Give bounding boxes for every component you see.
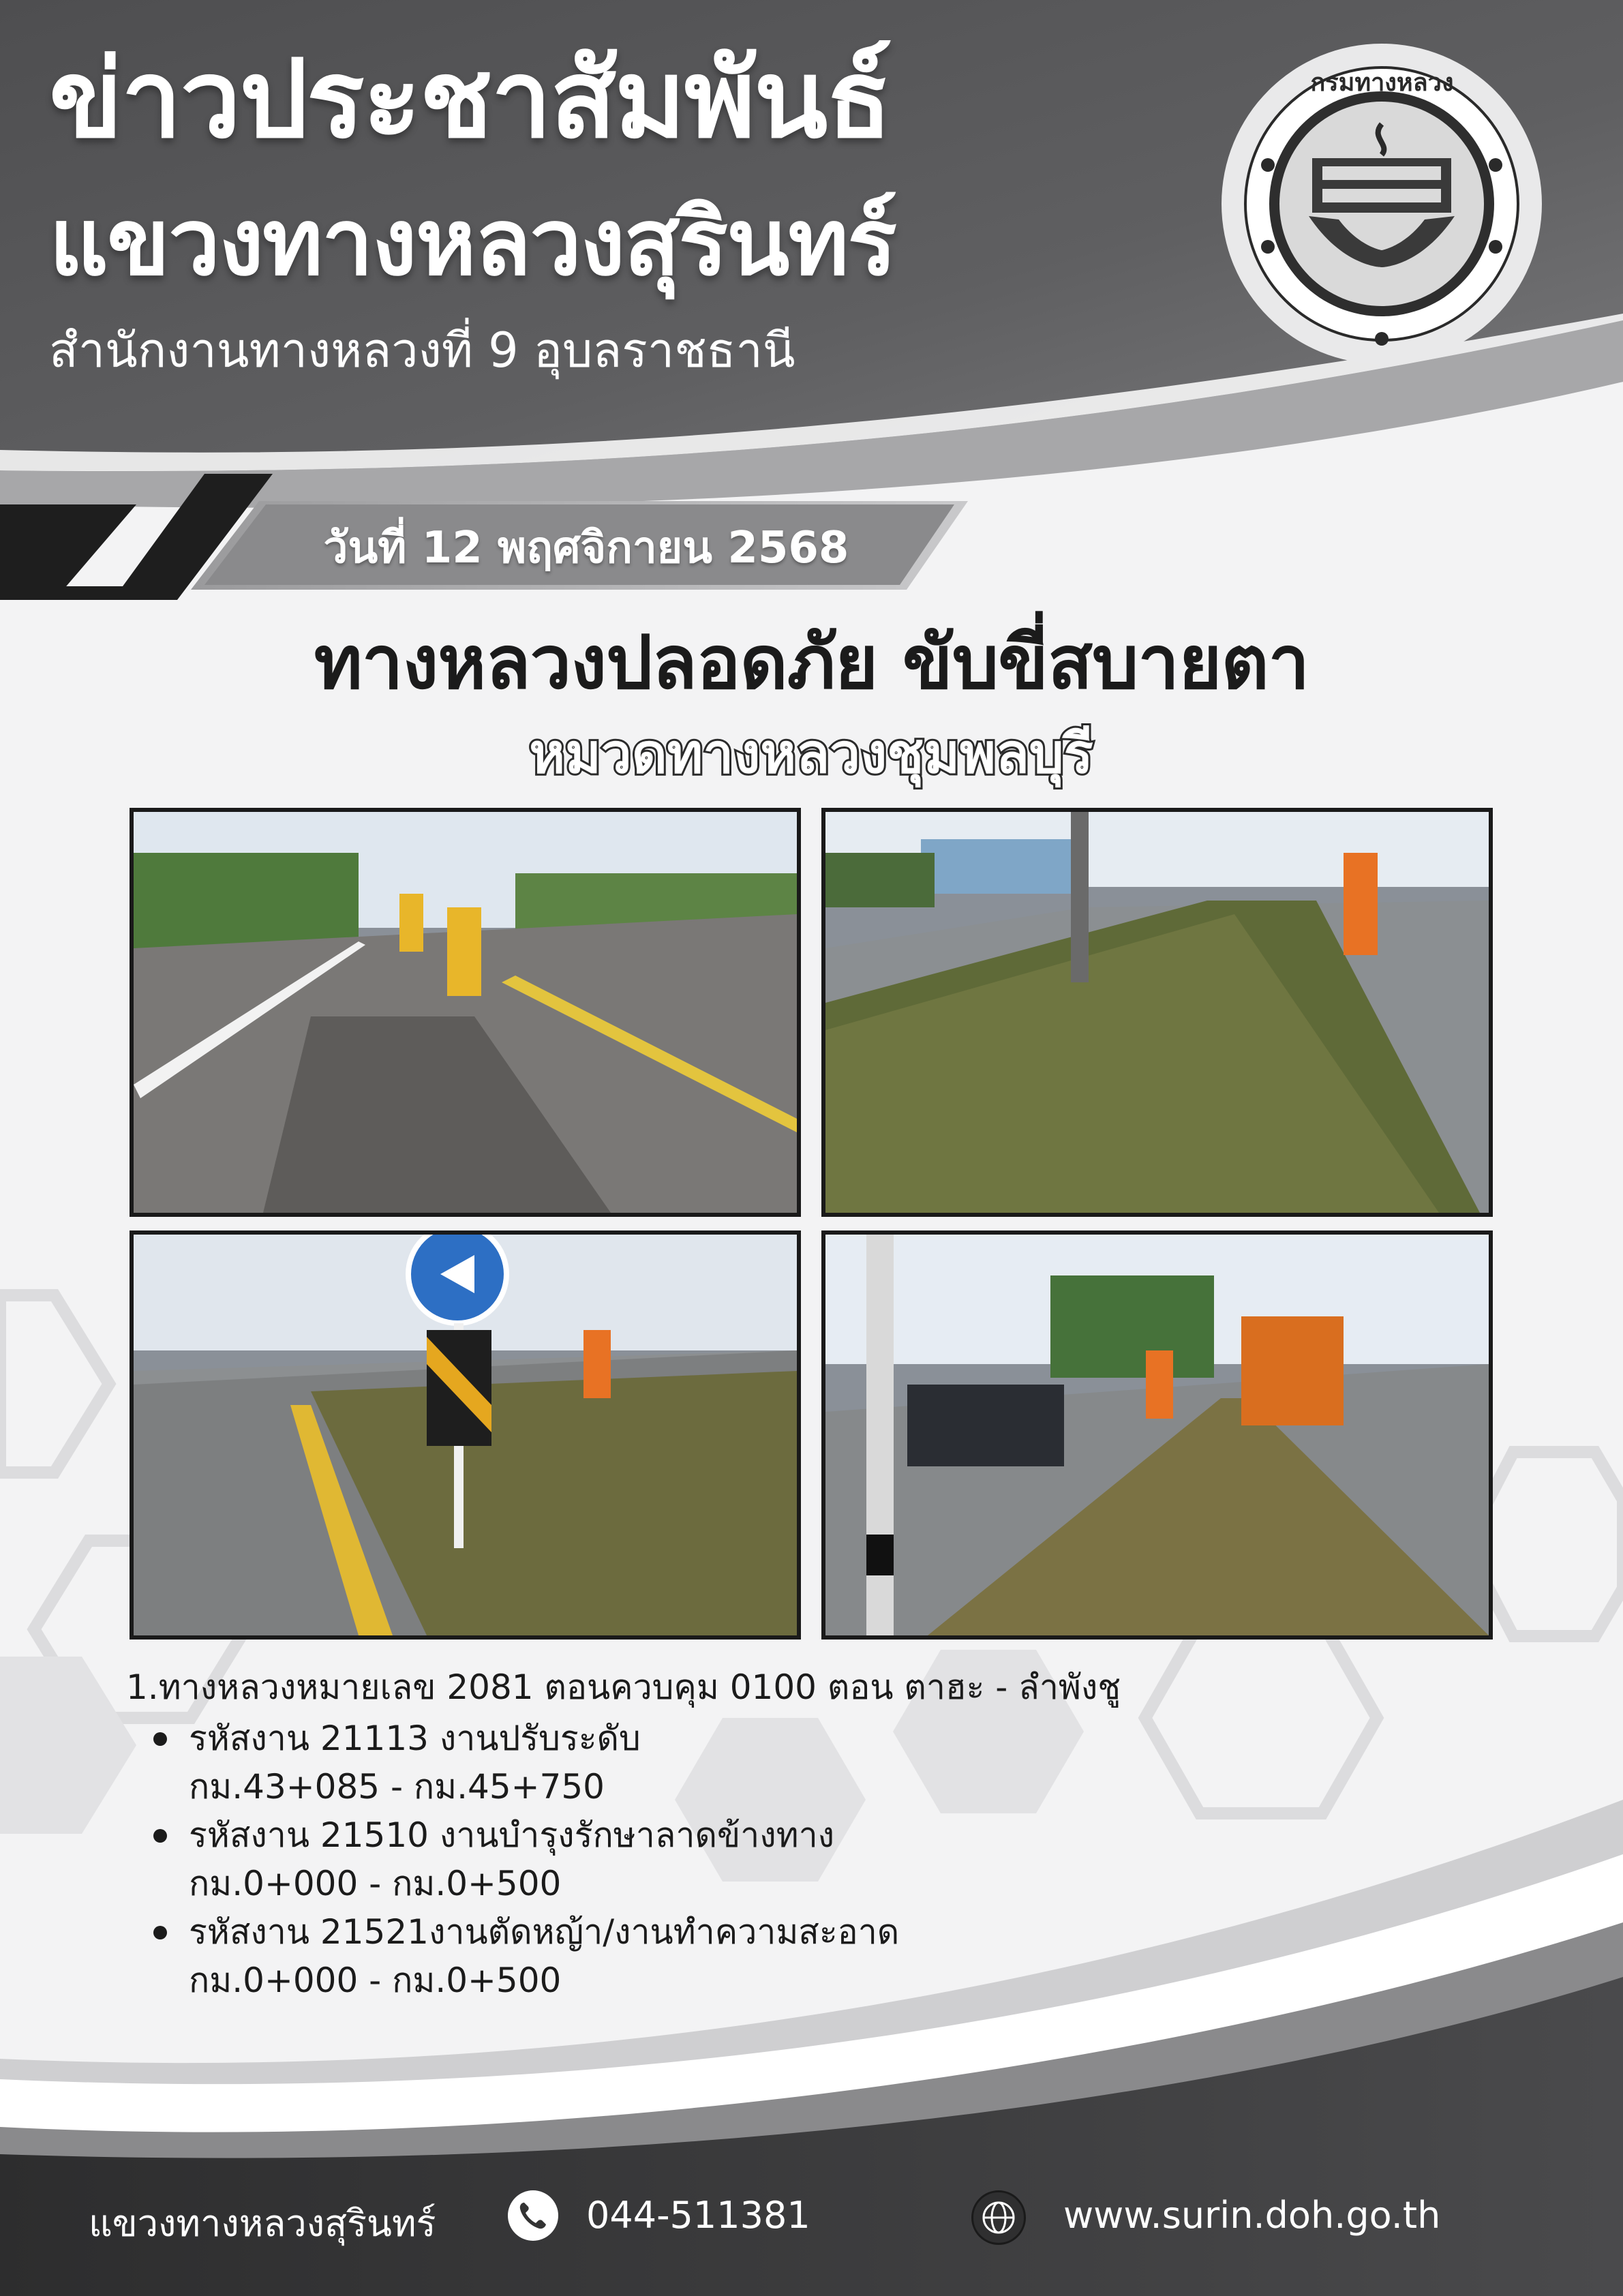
header-office: สำนักงานทางหลวงที่ 9 อุบลราชธานี	[49, 322, 795, 378]
unit-name: หมวดทางหลวงชุมพลบุรี	[529, 722, 1093, 785]
photo-median-cleaning	[130, 1230, 801, 1640]
work-code: รหัสงาน 21510 งานบำรุงรักษาลาดข้างทาง	[189, 1815, 835, 1855]
list-item	[189, 1908, 1121, 2005]
route-info: 1.ทางหลวงหมายเลข 2081 ตอนควบคุม 0100 ตอน ตาฮะ - ลำพังชู	[126, 1667, 1121, 1707]
bullet-icon	[153, 1829, 167, 1843]
doh-seal-icon	[1220, 42, 1544, 366]
bullet-icon	[153, 1732, 167, 1746]
bullet-icon	[153, 1926, 167, 1939]
photo-road-patching	[130, 808, 801, 1217]
photo-median-trimming	[821, 808, 1493, 1217]
footer-website[interactable]: www.surin.doh.go.th	[1063, 2194, 1441, 2237]
work-km: กม.0+000 - กม.0+500	[189, 1864, 562, 1903]
date-label: วันที่ 12 พฤศจิกายน 2568	[323, 523, 849, 573]
footer-phone[interactable]: 044-511381	[586, 2194, 810, 2237]
seal-caption: กรมทางหลวง	[1310, 69, 1454, 97]
header-title: ข่าวประชาสัมพันธ์	[49, 37, 891, 162]
footer-org: แขวงทางหลวงสุรินทร์	[89, 2202, 436, 2245]
header-subtitle: แขวงทางหลวงสุรินทร์	[49, 189, 896, 296]
list-item	[189, 1811, 1121, 1908]
work-list	[126, 1715, 1121, 2005]
work-code: รหัสงาน 21113 งานปรับระดับ	[189, 1719, 641, 1758]
work-km: กม.0+000 - กม.0+500	[189, 1961, 562, 2000]
work-km: กม.43+085 - กม.45+750	[189, 1767, 605, 1807]
work-code: รหัสงาน 21521งานตัดหญ้า/งานทำความสะอาด	[189, 1912, 900, 1952]
phone-icon	[508, 2190, 558, 2241]
list-item	[189, 1715, 1121, 1811]
globe-icon	[971, 2190, 1026, 2245]
main-headline: ทางหลวงปลอดภัย ขับขี่สบายตา	[314, 620, 1309, 706]
work-details	[126, 1663, 1121, 2005]
photo-tractor-mowing	[821, 1230, 1493, 1640]
